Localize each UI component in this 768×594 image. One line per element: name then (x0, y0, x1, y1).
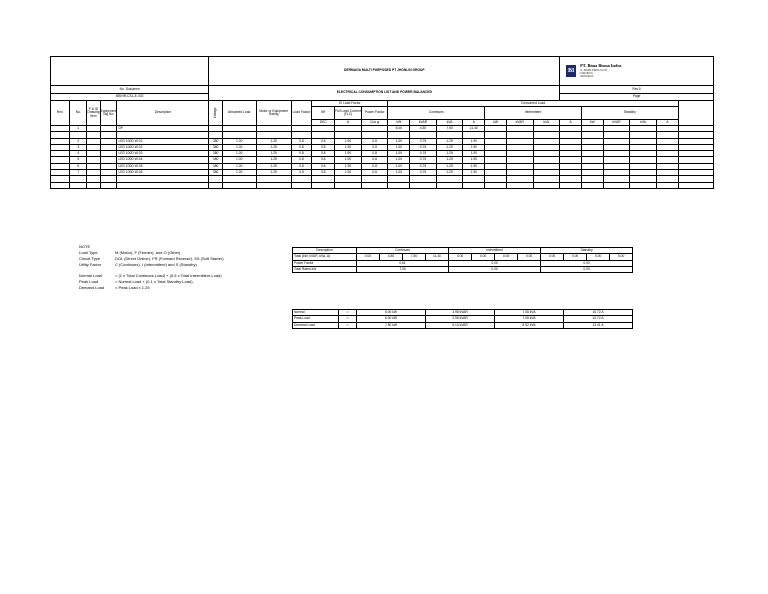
cell-c_a (463, 182, 485, 188)
summary-load-kva: 7.08 kVA (495, 316, 564, 322)
cell-lf: 0.8 (291, 170, 312, 176)
cell-desc: LED 100D W-03 (117, 151, 209, 157)
cell-flc: 1.90 (335, 151, 362, 157)
summary-load-kw: 6.00 kW (357, 316, 426, 322)
company-logo (560, 57, 714, 86)
note-circuit-type-value: DOL (Direct Online), FR (Forward Reverse), SS (Soft Starter) (115, 256, 224, 261)
cell-c_kw: 1.00 (388, 163, 410, 169)
col-absorbed-load: Absorbed Load (222, 101, 256, 126)
cell-mot: 1.25 (256, 138, 291, 144)
cell-c_kvar: 0.75 (410, 151, 437, 157)
sum-total-s-1: 0.00 (564, 254, 587, 260)
project-title: DERMAGA MULTI PURPOSED PT JHONLIN GROUP (209, 57, 560, 86)
sum-total-i-1: 0.00 (472, 254, 495, 260)
summary-load-eq: = (339, 316, 357, 322)
cell-lf: 0.8 (291, 157, 312, 163)
notes-block (79, 244, 224, 291)
cell-eff: 0.8 (312, 144, 335, 150)
cell-lf: 0.8 (291, 163, 312, 169)
summary-load-kvar: 3.98 kVAR (426, 316, 495, 322)
cell-c_a: 1.90 (463, 157, 485, 163)
col-flc: Full Load Current (FLC) (335, 107, 362, 120)
sum-total-s-0: 0.00 (541, 254, 564, 260)
cell-eff: 0.8 (312, 157, 335, 163)
summary-load-eq: = (339, 322, 357, 328)
cell-c_kva: 7.50 (436, 126, 463, 132)
revision-label: Rev.0 (560, 86, 714, 94)
cell-mot: 1.25 (256, 157, 291, 163)
cell-flc: 1.90 (335, 144, 362, 150)
cell-i_kw (485, 182, 507, 188)
company-address-3: INDONESIA (580, 74, 594, 78)
cell-c_kvar: 4.50 (410, 126, 437, 132)
cell-i_kvar (506, 182, 533, 188)
cell-c_a: 1.90 (463, 138, 485, 144)
cell-volt: 380 (209, 157, 222, 163)
cell-pf: 0.8 (361, 138, 388, 144)
cell-c_a: 1.90 (463, 151, 485, 157)
cell-desc: LED 100D W-06 (117, 170, 209, 176)
table-row (51, 182, 714, 188)
summary-load-kw: 6.00 kW (357, 310, 426, 316)
cell-flc: 1.90 (335, 157, 362, 163)
note-circuit-type-key: Circuit Type (79, 256, 101, 261)
cell-c_kva (436, 182, 463, 188)
sum-total-i-2: 0.00 (495, 254, 518, 260)
unit-i-kvar: kVAR (506, 120, 533, 126)
note-utility-factor-value: C (Continues), I (Intermittent) and S (Standby) (115, 262, 197, 267)
cell-abs: 1.00 (222, 138, 256, 144)
cell-i_a (560, 182, 582, 188)
cell-volt: 380 (209, 144, 222, 150)
cell-mot: 1.25 (256, 151, 291, 157)
col-voltage (209, 101, 222, 126)
notes-title: NOTE (79, 244, 91, 249)
sum-h-desc: Description (293, 248, 357, 254)
cell-volt: 380 (209, 170, 222, 176)
doc-no-label: No. Dokumen (51, 86, 209, 94)
cell-rev (51, 182, 70, 188)
cell-eff: 0.8 (312, 170, 335, 176)
summary-load-label: Demand Load (293, 322, 339, 328)
summary-totals-table (292, 247, 633, 273)
summary-load-kw: 7.50 kW (357, 322, 426, 328)
col-el-load-factor: El Load Factor (312, 101, 388, 107)
col-intermittent: Intermittent (485, 107, 582, 120)
cell-eff (312, 182, 335, 188)
cell-volt: 380 (209, 151, 222, 157)
note-utility-factor-key: Utility Factor (79, 262, 102, 267)
summary-load-kva: 7.08 kVA (495, 310, 564, 316)
cell-desc: LED 100D W-05 (117, 163, 209, 169)
company-logo-mark: BI (566, 65, 576, 77)
cell-c_a: 1.90 (463, 144, 485, 150)
cell-c_kvar: 0.75 (410, 144, 437, 150)
cell-c_kva: 1.25 (436, 138, 463, 144)
cell-c_kva: 1.25 (436, 151, 463, 157)
cell-c_kva: 1.25 (436, 157, 463, 163)
col-continues: Continues (388, 107, 485, 120)
cell-c_kva: 1.25 (436, 170, 463, 176)
cell-volt (209, 182, 222, 188)
summary-load-a: 13.41 A (564, 322, 633, 328)
consumption-sheet (50, 56, 714, 226)
cell-c_kw: 1.00 (388, 144, 410, 150)
sum-h-int: Intermittent (449, 248, 541, 254)
cell-desc (117, 182, 209, 188)
cell-abs (222, 182, 256, 188)
unit-i-kva: kVA (533, 120, 560, 126)
cell-rem (678, 182, 713, 188)
company-name: PT. Bima Bisma Indra (580, 63, 622, 69)
col-no: No. (70, 101, 87, 126)
unit-c-kva: kVA (436, 120, 463, 126)
note-demand-value: = Peak Load x 1.25 (115, 285, 150, 290)
cell-s_kva (630, 182, 657, 188)
cell-lf: 0.8 (291, 144, 312, 150)
summary-load-kvar: 5.10 kVAR (426, 322, 495, 328)
sum-total-c-1: 4.50 (380, 254, 403, 260)
cell-abs: 1.00 (222, 144, 256, 150)
cell-no (70, 182, 87, 188)
summary-load-label: Peak Load (293, 316, 339, 322)
col-description: Description (117, 101, 209, 126)
cell-lf (291, 182, 312, 188)
cell-desc: LED 100D W-04 (117, 157, 209, 163)
sum-pf-c: 0.81 (357, 260, 449, 266)
unit-s-kw: kW (581, 120, 603, 126)
sum-rated-i: 0.00 (449, 266, 541, 272)
col-motor-rating: Motor or Equipment Rating (256, 101, 291, 126)
cell-abs: 1.00 (222, 157, 256, 163)
cell-c_kw (388, 182, 410, 188)
cell-c_kvar: 0.75 (410, 138, 437, 144)
sum-total-i-0: 0.00 (449, 254, 472, 260)
cell-volt: 380 (209, 138, 222, 144)
cell-c_kw: 1.00 (388, 157, 410, 163)
unit-c-kvar: kVAR (410, 120, 437, 126)
cell-pf (361, 182, 388, 188)
col-pid: P & ID Drawing Item (87, 101, 100, 126)
cell-c_kva: 1.25 (436, 163, 463, 169)
cell-c_kva: 1.25 (436, 144, 463, 150)
unit-i-a: A (560, 120, 582, 126)
cell-no: 7 (70, 170, 87, 176)
sum-h-sb: Standby (541, 248, 633, 254)
sum-total-label: Total (kW, kVAR, kVA, A) (293, 254, 357, 260)
col-power-factor: Power Factor (361, 107, 388, 120)
cell-s_kvar (603, 182, 630, 188)
summary-loads-table (292, 309, 633, 329)
cell-c_kvar: 0.75 (410, 157, 437, 163)
sum-rated-c: 7.00 (357, 266, 449, 272)
summary-load-row (293, 322, 633, 328)
cell-no: 6 (70, 163, 87, 169)
sum-pf-label: Power Factor (293, 260, 357, 266)
unit-cos: Cos φ (361, 120, 388, 126)
sum-total-c-2: 7.50 (403, 254, 426, 260)
consumption-table (50, 56, 714, 189)
col-standby: Standby (581, 107, 678, 120)
sheet-title: ELECTRICAL CONSUMPTION LIST AND POWER BALANCED (209, 86, 560, 101)
summary-load-a: 10.72 A (564, 310, 633, 316)
cell-no: 3 (70, 144, 87, 150)
note-load-type-value: M (Motor), F (Feeder), and O (Other) (115, 250, 181, 255)
unit-a: A (335, 120, 362, 126)
cell-desc: DP (117, 126, 209, 132)
note-peak-key: Peak Load (79, 279, 99, 284)
cell-no: 1 (70, 126, 87, 132)
sum-rated-label: Total Rated kW (293, 266, 357, 272)
cell-desc: LED 100D W-02 (117, 144, 209, 150)
cell-s_kw (581, 182, 603, 188)
cell-flc: 1.90 (335, 138, 362, 144)
summary-load-label: Normal (293, 310, 339, 316)
col-consumed-load: Consumed Load (388, 101, 678, 107)
col-rev: Rev. (51, 101, 70, 126)
cell-i_kva (533, 182, 560, 188)
col-voltage-label: Voltage (212, 107, 217, 119)
col-load-factor: Load Factor (291, 101, 312, 126)
cell-pf: 0.8 (361, 144, 388, 150)
sum-total-s-2: 0.00 (587, 254, 610, 260)
unit-s-kva: kVA (630, 120, 657, 126)
unit-s-a: A (656, 120, 678, 126)
sum-pf-s: 0.00 (541, 260, 633, 266)
cell-flc: 1.90 (335, 163, 362, 169)
cell-c_kw: 1.00 (388, 170, 410, 176)
cell-eff: 0.8 (312, 151, 335, 157)
sum-total-i-3: 0.00 (518, 254, 541, 260)
summary-load-kvar: 3.98 kVAR (426, 310, 495, 316)
cell-no: 2 (70, 138, 87, 144)
note-load-type-key: Load Type (79, 250, 98, 255)
cell-volt: 380 (209, 163, 222, 169)
cell-tag (100, 182, 117, 188)
col-remarks (678, 101, 713, 126)
cell-pid (87, 182, 100, 188)
cell-pf: 0.8 (361, 151, 388, 157)
cell-c_a: 11.40 (463, 126, 485, 132)
unit-c-a: A (463, 120, 485, 126)
cell-flc: 1.90 (335, 170, 362, 176)
cell-mot: 1.25 (256, 170, 291, 176)
cell-eff: 0.8 (312, 163, 335, 169)
cell-c_kvar: 0.75 (410, 163, 437, 169)
sum-rated-s: 0.00 (541, 266, 633, 272)
summary-load-eq: = (339, 310, 357, 316)
note-peak-value: = Normal Load + (0.1 x Total Standby Load) (115, 279, 193, 284)
cell-s_a (656, 182, 678, 188)
col-equipment-tag: Equipment Tag No. (100, 101, 117, 126)
sum-pf-i: 0.00 (449, 260, 541, 266)
cell-no: 5 (70, 157, 87, 163)
cell-mot: 1.25 (256, 144, 291, 150)
cell-lf: 0.8 (291, 138, 312, 144)
cell-c_kvar (410, 182, 437, 188)
note-normal-key: Normal Load (79, 273, 102, 278)
cell-abs: 1.00 (222, 151, 256, 157)
company-address-2: SURABAYA (580, 71, 593, 75)
unit-s-kvar: kVAR (603, 120, 630, 126)
col-eff: Eff (312, 107, 335, 120)
cell-mot (256, 182, 291, 188)
note-demand-key: Demand Load (79, 285, 105, 290)
cell-c_kw: 1.00 (388, 151, 410, 157)
cell-c_kw: 6.00 (388, 126, 410, 132)
cell-flc (335, 182, 362, 188)
cell-c_a: 1.90 (463, 170, 485, 176)
cell-pf: 0.8 (361, 157, 388, 163)
cell-pf: 0.8 (361, 170, 388, 176)
cell-c_kw: 1.00 (388, 138, 410, 144)
cell-no: 4 (70, 151, 87, 157)
cell-lf: 0.8 (291, 151, 312, 157)
cell-eff: 0.8 (312, 138, 335, 144)
company-address-1: JL. BISMA INDRA NO.39 (580, 68, 607, 72)
summary-load-a: 10.72 A (564, 316, 633, 322)
cell-c_a: 1.90 (463, 163, 485, 169)
header-blank (51, 57, 209, 86)
sum-h-cont: Continues (357, 248, 449, 254)
summary-load-kva: 8.92 kVA (495, 322, 564, 328)
sum-total-c-3: 11.40 (426, 254, 449, 260)
cell-abs: 1.00 (222, 163, 256, 169)
unit-i-kw: kW (485, 120, 507, 126)
cell-c_kvar: 0.75 (410, 170, 437, 176)
unit-dec: DEC (312, 120, 335, 126)
doc-no-value: BBHIR-CSL-E-002 (51, 94, 209, 101)
cell-desc: LED 100D W-01 (117, 138, 209, 144)
page-label: Page (560, 94, 714, 101)
note-normal-value: = (1 x Total Continues Load) + (0.5 x Total Intermittent Load) (115, 273, 222, 278)
sum-total-c-0: 0.00 (357, 254, 380, 260)
sum-total-s-3: 0.00 (610, 254, 633, 260)
unit-c-kw: kW (388, 120, 410, 126)
cell-mot: 1.25 (256, 163, 291, 169)
cell-abs: 1.00 (222, 170, 256, 176)
cell-pf: 0.8 (361, 163, 388, 169)
